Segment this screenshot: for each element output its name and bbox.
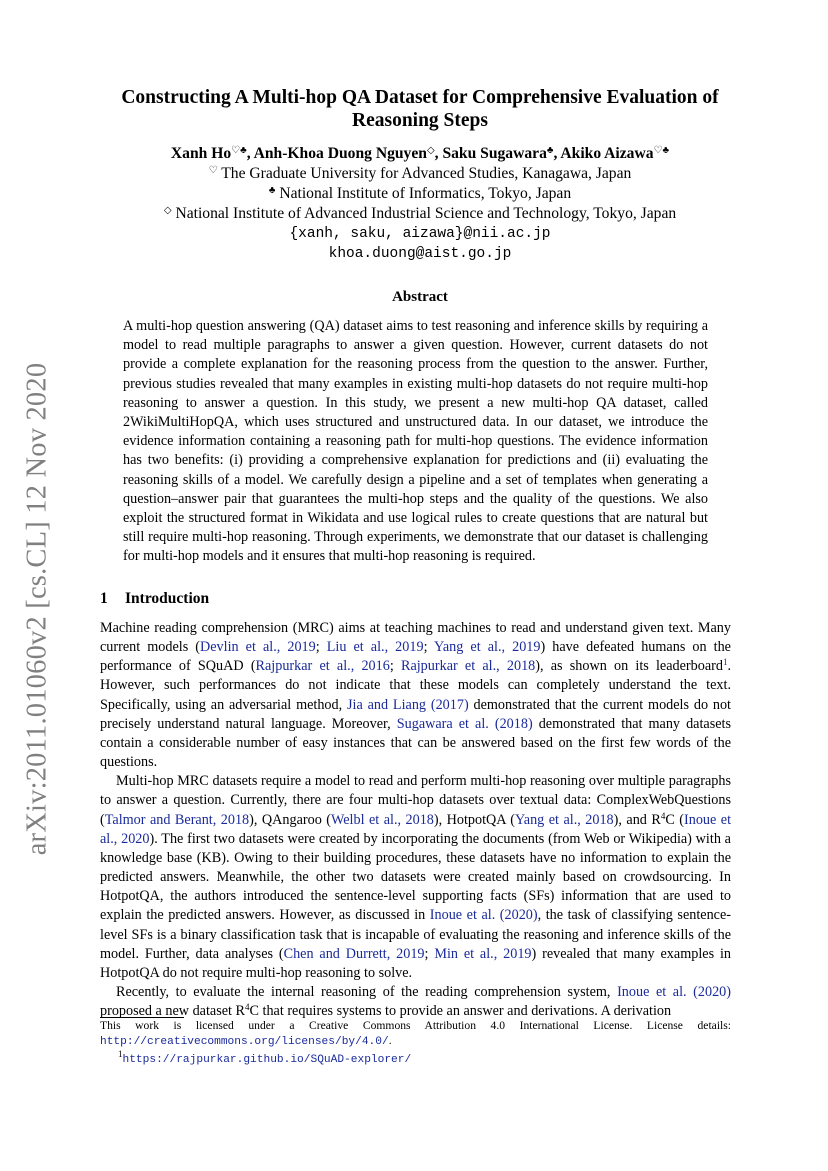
footnote-number: 1 [118, 1049, 123, 1059]
author-name: Saku Sugawara [442, 145, 547, 162]
author-separator: , [246, 145, 254, 162]
body-text: ; [423, 639, 435, 656]
citation-link[interactable]: Talmor and Berant, 2018 [104, 811, 250, 828]
superscript: 4 [660, 810, 666, 821]
body-text: demonstrated that the current models do not precisely understand natural language. Moreover, [100, 696, 731, 732]
paragraph-1 [100, 619, 731, 772]
email-line-1: {xanh, saku, aizawa}@nii.ac.jp [289, 226, 551, 242]
footnote-1 [100, 1051, 731, 1068]
citation-link[interactable]: Rajpurkar et al., 2016 [255, 658, 390, 675]
body-text: . However, such performances do not indicate that these models can completely understand the text. Specifically, using an adversarial method, [100, 658, 731, 713]
author-marks: ♣ [546, 145, 554, 156]
abstract-body: A multi-hop question answering (QA) dataset aims to test reasoning and inference skills by requiring a model to read multiple paragraphs to answer a given question. However, current datasets do not provide a complete explanation for the reasoning process from the question to the answer. Further, previous studies revealed that many examples in existing multi-hop datasets do not require multi-hop reasoning to answer a question. In this study, we present a new multi-hop QA dataset, called 2WikiMultiHopQA, which uses structured and unstructured data. In our dataset, we introduce the evidence information containing a reasoning path for multi-hop questions. The evidence information has two benefits: (i) providing a comprehensive explanation for predictions and (ii) evaluating the reasoning skills of a model. We carefully design a pipeline and a set of templates when generating a question–answer pair that guarantees the multi-hop steps and the quality of the questions. We also exploit the structured format in Wikidata and use logical rules to create questions that are natural but still require multi-hop reasoning. Through experiments, we demonstrate that our dataset is challenging for multi-hop models and it ensures that multi-hop reasoning is required. [123, 318, 708, 565]
body-text: ), as shown on its leaderboard [535, 658, 723, 675]
author-names [100, 144, 740, 164]
superscript: 4 [245, 1002, 250, 1013]
affiliation-2 [100, 184, 740, 204]
affiliation-text: The Graduate University for Advanced Studies, Kanagawa, Japan [221, 165, 632, 182]
affiliation-mark: ♣ [268, 185, 276, 196]
body-text: Multi-hop MRC datasets require a model to read and perform multi-hop reasoning over multiple paragraphs to answer a question. Currently, there are four multi-hop datasets over textual data: ComplexWebQuestions ( [100, 773, 731, 828]
body-text: ) revealed that many examples in HotpotQA do not require multi-hop reasoning to solve. [100, 945, 731, 981]
body-text: ), HotpotQA ( [433, 811, 515, 828]
affiliation-mark: ♡ [208, 165, 218, 176]
email-line-2: khoa.duong@aist.go.jp [328, 246, 512, 262]
author-name: Xanh Ho [170, 145, 232, 162]
footnotes [100, 1018, 731, 1068]
license-text: This work is licensed under a Creative Commons Attribution 4.0 International License. License details: [100, 1019, 731, 1032]
author-marks: ♡♣ [231, 145, 247, 156]
author-name: Anh-Khoa Duong Nguyen [253, 145, 427, 162]
arxiv-side-stamp [3, 362, 71, 856]
paragraph-2 [100, 772, 731, 983]
paper-title: Constructing A Multi-hop QA Dataset for Comprehensive Evaluation of Reasoning Steps [121, 87, 719, 131]
citation-link[interactable]: Yang et al., 2019 [434, 639, 541, 656]
citation-link[interactable]: Min et al., 2019 [434, 945, 532, 962]
affiliation-3 [100, 204, 740, 224]
abstract-heading: Abstract [392, 289, 448, 305]
affiliation-text: National Institute of Informatics, Tokyo, Japan [279, 185, 572, 202]
footnote-marker[interactable]: 1 [722, 657, 728, 668]
affiliation-text: National Institute of Advanced Industrial Science and Technology, Tokyo, Japan [175, 205, 677, 222]
citation-link[interactable]: Liu et al., 2019 [326, 639, 424, 656]
body-text: demonstrated that many datasets contain a considerable number of easy instances that can be answered based on the first few words of the questions. [100, 715, 731, 771]
section-heading [100, 590, 209, 608]
citation-link[interactable]: Chen and Durrett, 2019 [283, 945, 425, 962]
introduction-body [100, 619, 731, 1021]
license-url-link[interactable]: http://creativecommons.org/licenses/by/4.0/ [100, 1036, 389, 1048]
body-text: Recently, to evaluate the internal reasoning of the reading comprehension system, [116, 983, 618, 1000]
citation-link[interactable]: Jia and Liang (2017) [347, 696, 469, 713]
paragraph-3 [100, 983, 731, 1021]
body-text: ; [424, 945, 435, 962]
body-text: ). The first two datasets were created by incorporating the documents (from Web or Wikipedia) with a knowledge base (KB). Owing to their building procedures, these datasets have no information to explain the predicted answers. Meanwhile, the other two datasets were created mainly based on crowdsourcing. In HotpotQA, the authors introduced the sentence-level supporting facts (SFs) information that are used to explain the predicted answers. However, as discussed in [100, 830, 731, 924]
citation-link[interactable]: Inoue et al. (2020) [429, 907, 538, 924]
citation-link[interactable]: Yang et al., 2018 [514, 811, 614, 828]
footnote-url-link[interactable]: https://rajpurkar.github.io/SQuAD-explorer/ [122, 1054, 412, 1066]
body-text: ; [315, 639, 327, 656]
citation-link[interactable]: Sugawara et al. (2018) [396, 715, 533, 732]
license-end: . [388, 1034, 392, 1047]
citation-link[interactable]: Inoue et al. (2020) [617, 983, 732, 1000]
body-text: ; [389, 658, 401, 675]
section-title: Introduction [125, 590, 210, 607]
body-text: Machine reading comprehension (MRC) aims at teaching machines to read and understand given text. Many current models ( [100, 620, 731, 656]
license-note [100, 1018, 731, 1050]
author-marks: ♡♣ [653, 145, 670, 156]
body-text: proposed a new dataset R [100, 1003, 245, 1020]
citation-link[interactable]: Inoue et al., 2020 [100, 811, 732, 847]
arxiv-stamp-text: arXiv:2011.01060v2 [cs.CL] 12 Nov 2020 [21, 362, 53, 856]
body-text: C ( [665, 811, 684, 828]
citation-link[interactable]: Rajpurkar et al., 2018 [400, 658, 536, 675]
body-text: ) have defeated humans on the performance of SQuAD ( [100, 639, 731, 675]
author-block [100, 144, 740, 264]
body-text: ), and R [613, 811, 661, 828]
affiliation-mark: ◇ [163, 205, 172, 216]
citation-link[interactable]: Devlin et al., 2019 [200, 639, 316, 656]
author-separator: , [434, 145, 443, 162]
author-separator: , [553, 145, 561, 162]
affiliation-1 [100, 164, 740, 184]
author-marks: ◇ [426, 145, 435, 156]
body-text: ), QAngaroo ( [249, 811, 331, 828]
section-number: 1 [100, 590, 108, 607]
body-text: C that requires systems to provide an answer and derivations. A derivation [249, 1003, 672, 1020]
citation-link[interactable]: Welbl et al., 2018 [331, 811, 434, 828]
author-name: Akiko Aizawa [560, 145, 654, 162]
body-text: , the task of classifying sentence-level SFs is a binary classification task that is incapable of evaluating the reasoning and inference skills of the model. Further, data analyses ( [100, 907, 731, 962]
